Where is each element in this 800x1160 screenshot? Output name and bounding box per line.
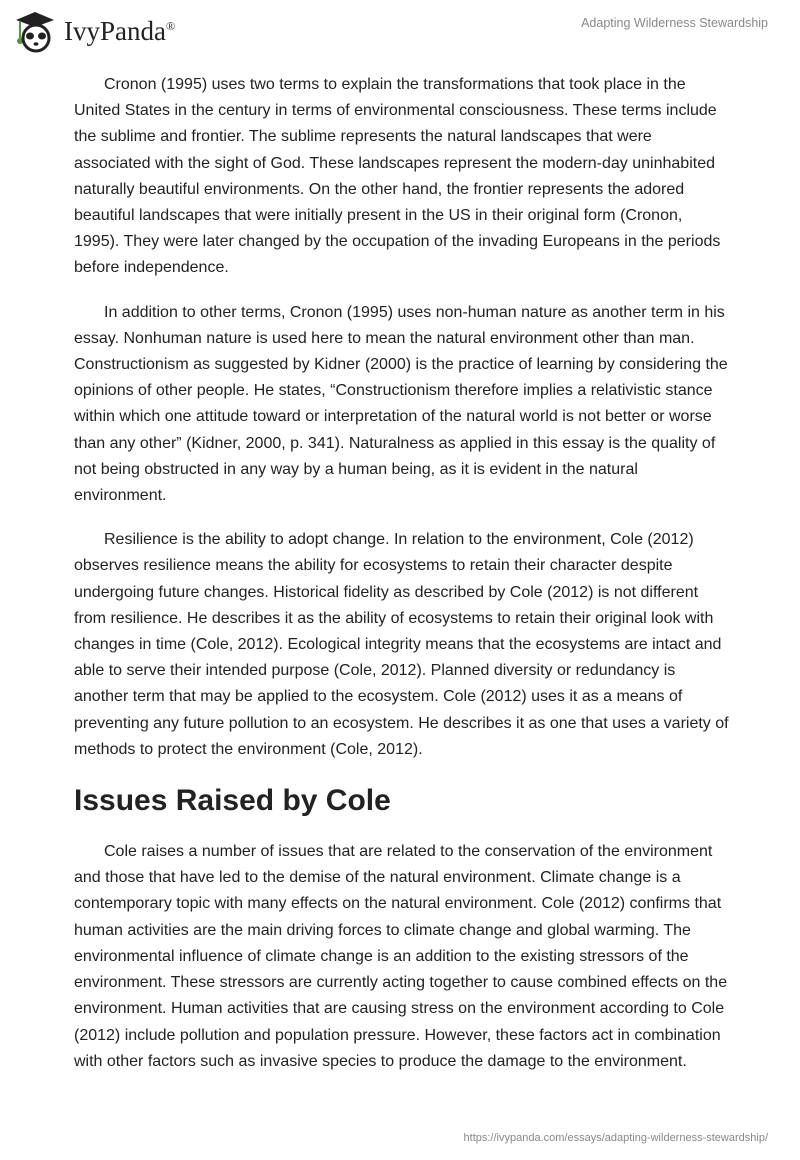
paragraph: Cole raises a number of issues that are related to the conservation of the environment and those that have led to the demise of the natural environment. Climate change is a contemporary topic with many effects on the natural environment. Cole (2012) confirms that human activities are the main driving forces to climate change and global warming. The environmental influence of climate change is an addition to the existing stressors of the environment. These stressors are currently acting together to cause combined effects on the environment. Human activities that are causing stress on the environment according to Cole (2012) include pollution and population pressure. However, these factors act in combination with other factors such as invasive species to produce the damage to the environment. [74, 843, 728, 1070]
panda-logo-icon [12, 8, 58, 54]
essay-content [74, 72, 729, 1093]
header [0, 0, 800, 60]
section-heading: Issues Raised by Cole [74, 784, 391, 818]
paragraph: In addition to other terms, Cronon (1995) uses non-human nature as another term in his essay. Nonhuman nature is used here to mean the natural environment other than man. Constructionism as suggested by Kidner (2000) is the practice of learning by considering the opinions of other people. He states, “Constructionism therefore implies a relativistic stance within which one attitude toward or interpretation of the natural world is not better or worse than any other” (Kidner, 2000, p. 341). Naturalness as applied in this essay is the quality of not being obstructed in any way by a human being, as it is evident in the natural environment. [74, 303, 728, 505]
paragraph: Cronon (1995) uses two terms to explain the transformations that took place in the United States in the century in terms of environmental consciousness. These terms include the sublime and frontier. The sublime represents the natural landscapes that were associated with the sight of God. These landscapes represent the modern-day uninhabited naturally beautiful environments. On the other hand, the frontier represents the adored beautiful landscapes that were initially present in the US in their original form (Cronon, 1995). They were later changed by the occupation of the invading Europeans in the periods before independence. [74, 76, 721, 277]
document-title: Adapting Wilderness Stewardship [581, 16, 768, 30]
paragraph: Resilience is the ability to adopt change. In relation to the environment, Cole (2012) observes resilience means the ability for ecosystems to retain their character despite undergoing future changes. Historical fidelity as described by Cole (2012) is not different from resilience. He describes it as the ability of ecosystems to retain their original look with changes in time (Cole, 2012). Ecological integrity means that the ecosystems are intact and able to serve their intended purpose (Cole, 2012). Planned diversity or redundancy is another term that may be applied to the ecosystem. Cole (2012) uses it as a means of preventing any future pollution to an ecosystem. He describes it as one that uses a variety of methods to protect the environment (Cole, 2012). [74, 531, 729, 758]
logo-text: IvyPanda® [64, 15, 176, 46]
footer-url[interactable]: https://ivypanda.com/essays/adapting-wilderness-stewardship/ [463, 1132, 768, 1144]
logo[interactable] [12, 8, 175, 54]
